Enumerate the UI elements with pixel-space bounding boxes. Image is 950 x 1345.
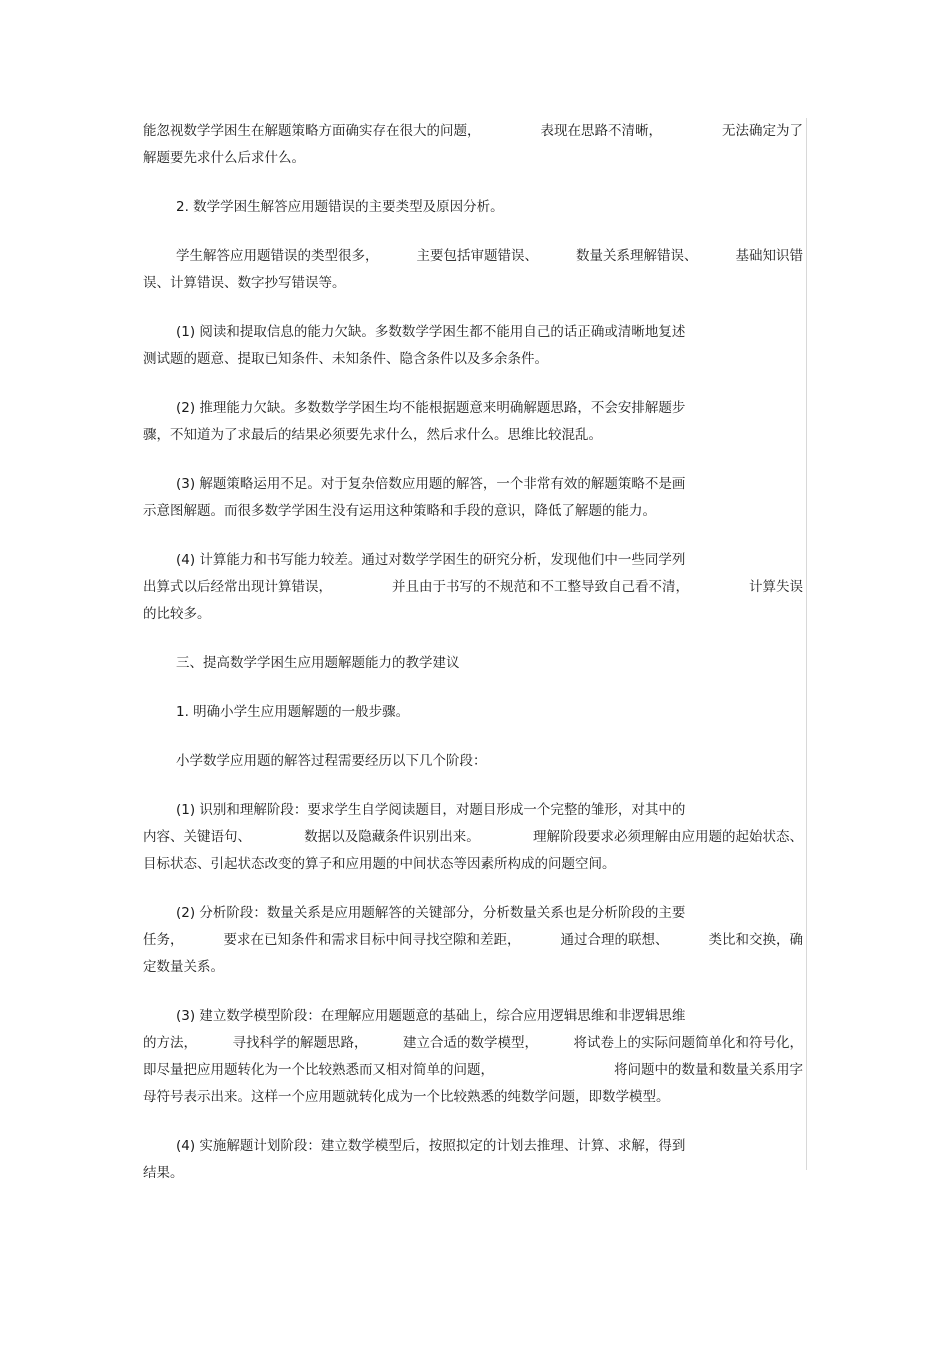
paragraph-line: 示意图解题。而很多数学学困生没有运用这种策略和手段的意识，降低了解题的能力。 [143, 503, 656, 519]
paragraph-line: 的比较多。 [143, 606, 211, 622]
paragraph-line: (4) 实施解题计划阶段：建立数学模型后，按照拟定的计划去推理、计算、求解，得到 [176, 1138, 686, 1154]
section-heading: 三、提高数学学困生应用题解题能力的教学建议 [176, 655, 460, 671]
paragraph-line: 误、计算错误、数字抄写错误等。 [143, 275, 346, 291]
section-heading: 1. 明确小学生应用题解题的一般步骤。 [176, 704, 410, 720]
paragraph-line: 骤，不知道为了求最后的结果必须要先求什么，然后求什么。思维比较混乱。 [143, 427, 602, 443]
paragraph-line: (4) 计算能力和书写能力较差。通过对数学学困生的研究分析，发现他们中一些同学列 [176, 552, 686, 568]
page-right-border [806, 118, 807, 1170]
paragraph-line: 目标状态、引起状态改变的算子和应用题的中间状态等因素所构成的问题空间。 [143, 856, 616, 872]
paragraph-line: (3) 解题策略运用不足。对于复杂倍数应用题的解答，一个非常有效的解题策略不是画 [176, 476, 686, 492]
paragraph-line: (1) 阅读和提取信息的能力欠缺。多数数学学困生都不能用自己的话正确或清晰地复述 [176, 324, 686, 340]
paragraph-line: 内容、关键语句、 数据以及隐藏条件识别出来。 理解阶段要求必须理解由应用题的起始状态、 [143, 829, 803, 845]
paragraph-line: (2) 分析阶段：数量关系是应用题解答的关键部分，分析数量关系也是分析阶段的主要 [176, 905, 686, 921]
paragraph-line: 任务， 要求在已知条件和需求目标中间寻找空隙和差距， 通过合理的联想、 类比和交换，确 [143, 932, 803, 948]
paragraph-line: 定数量关系。 [143, 959, 224, 975]
paragraph-line: 学生解答应用题错误的类型很多， 主要包括审题错误、 数量关系理解错误、 基础知识错 [176, 248, 803, 264]
paragraph-line: 即尽量把应用题转化为一个比较熟悉而又相对简单的问题， 将问题中的数量和数量关系用字 [143, 1062, 803, 1078]
paragraph-line: (3) 建立数学模型阶段：在理解应用题题意的基础上，综合应用逻辑思维和非逻辑思维 [176, 1008, 686, 1024]
paragraph-line: (1) 识别和理解阶段：要求学生自学阅读题目，对题目形成一个完整的雏形，对其中的 [176, 802, 686, 818]
paragraph-line: 出算式以后经常出现计算错误， 并且由于书写的不规范和不工整导致自己看不清， 计算失误 [143, 579, 803, 595]
paragraph-line: 小学数学应用题的解答过程需要经历以下几个阶段： [176, 753, 487, 769]
paragraph-line: 测试题的题意、提取已知条件、未知条件、隐含条件以及多余条件。 [143, 351, 548, 367]
paragraph-line: 母符号表示出来。这样一个应用题就转化成为一个比较熟悉的纯数学问题，即数学模型。 [143, 1089, 670, 1105]
paragraph-line: 能忽视数学学困生在解题策略方面确实存在很大的问题， 表现在思路不清晰， 无法确定为了 [143, 123, 803, 139]
paragraph-line: 结果。 [143, 1165, 184, 1181]
paragraph-line: 的方法， 寻找科学的解题思路， 建立合适的数学模型， 将试卷上的实际问题简单化和符号化， [143, 1035, 803, 1051]
section-heading: 2. 数学学困生解答应用题错误的主要类型及原因分析。 [176, 199, 504, 215]
paragraph-line: (2) 推理能力欠缺。多数数学学困生均不能根据题意来明确解题思路，不会安排解题步 [176, 400, 686, 416]
document-body [143, 118, 803, 1187]
paragraph-line: 解题要先求什么后求什么。 [143, 150, 305, 166]
